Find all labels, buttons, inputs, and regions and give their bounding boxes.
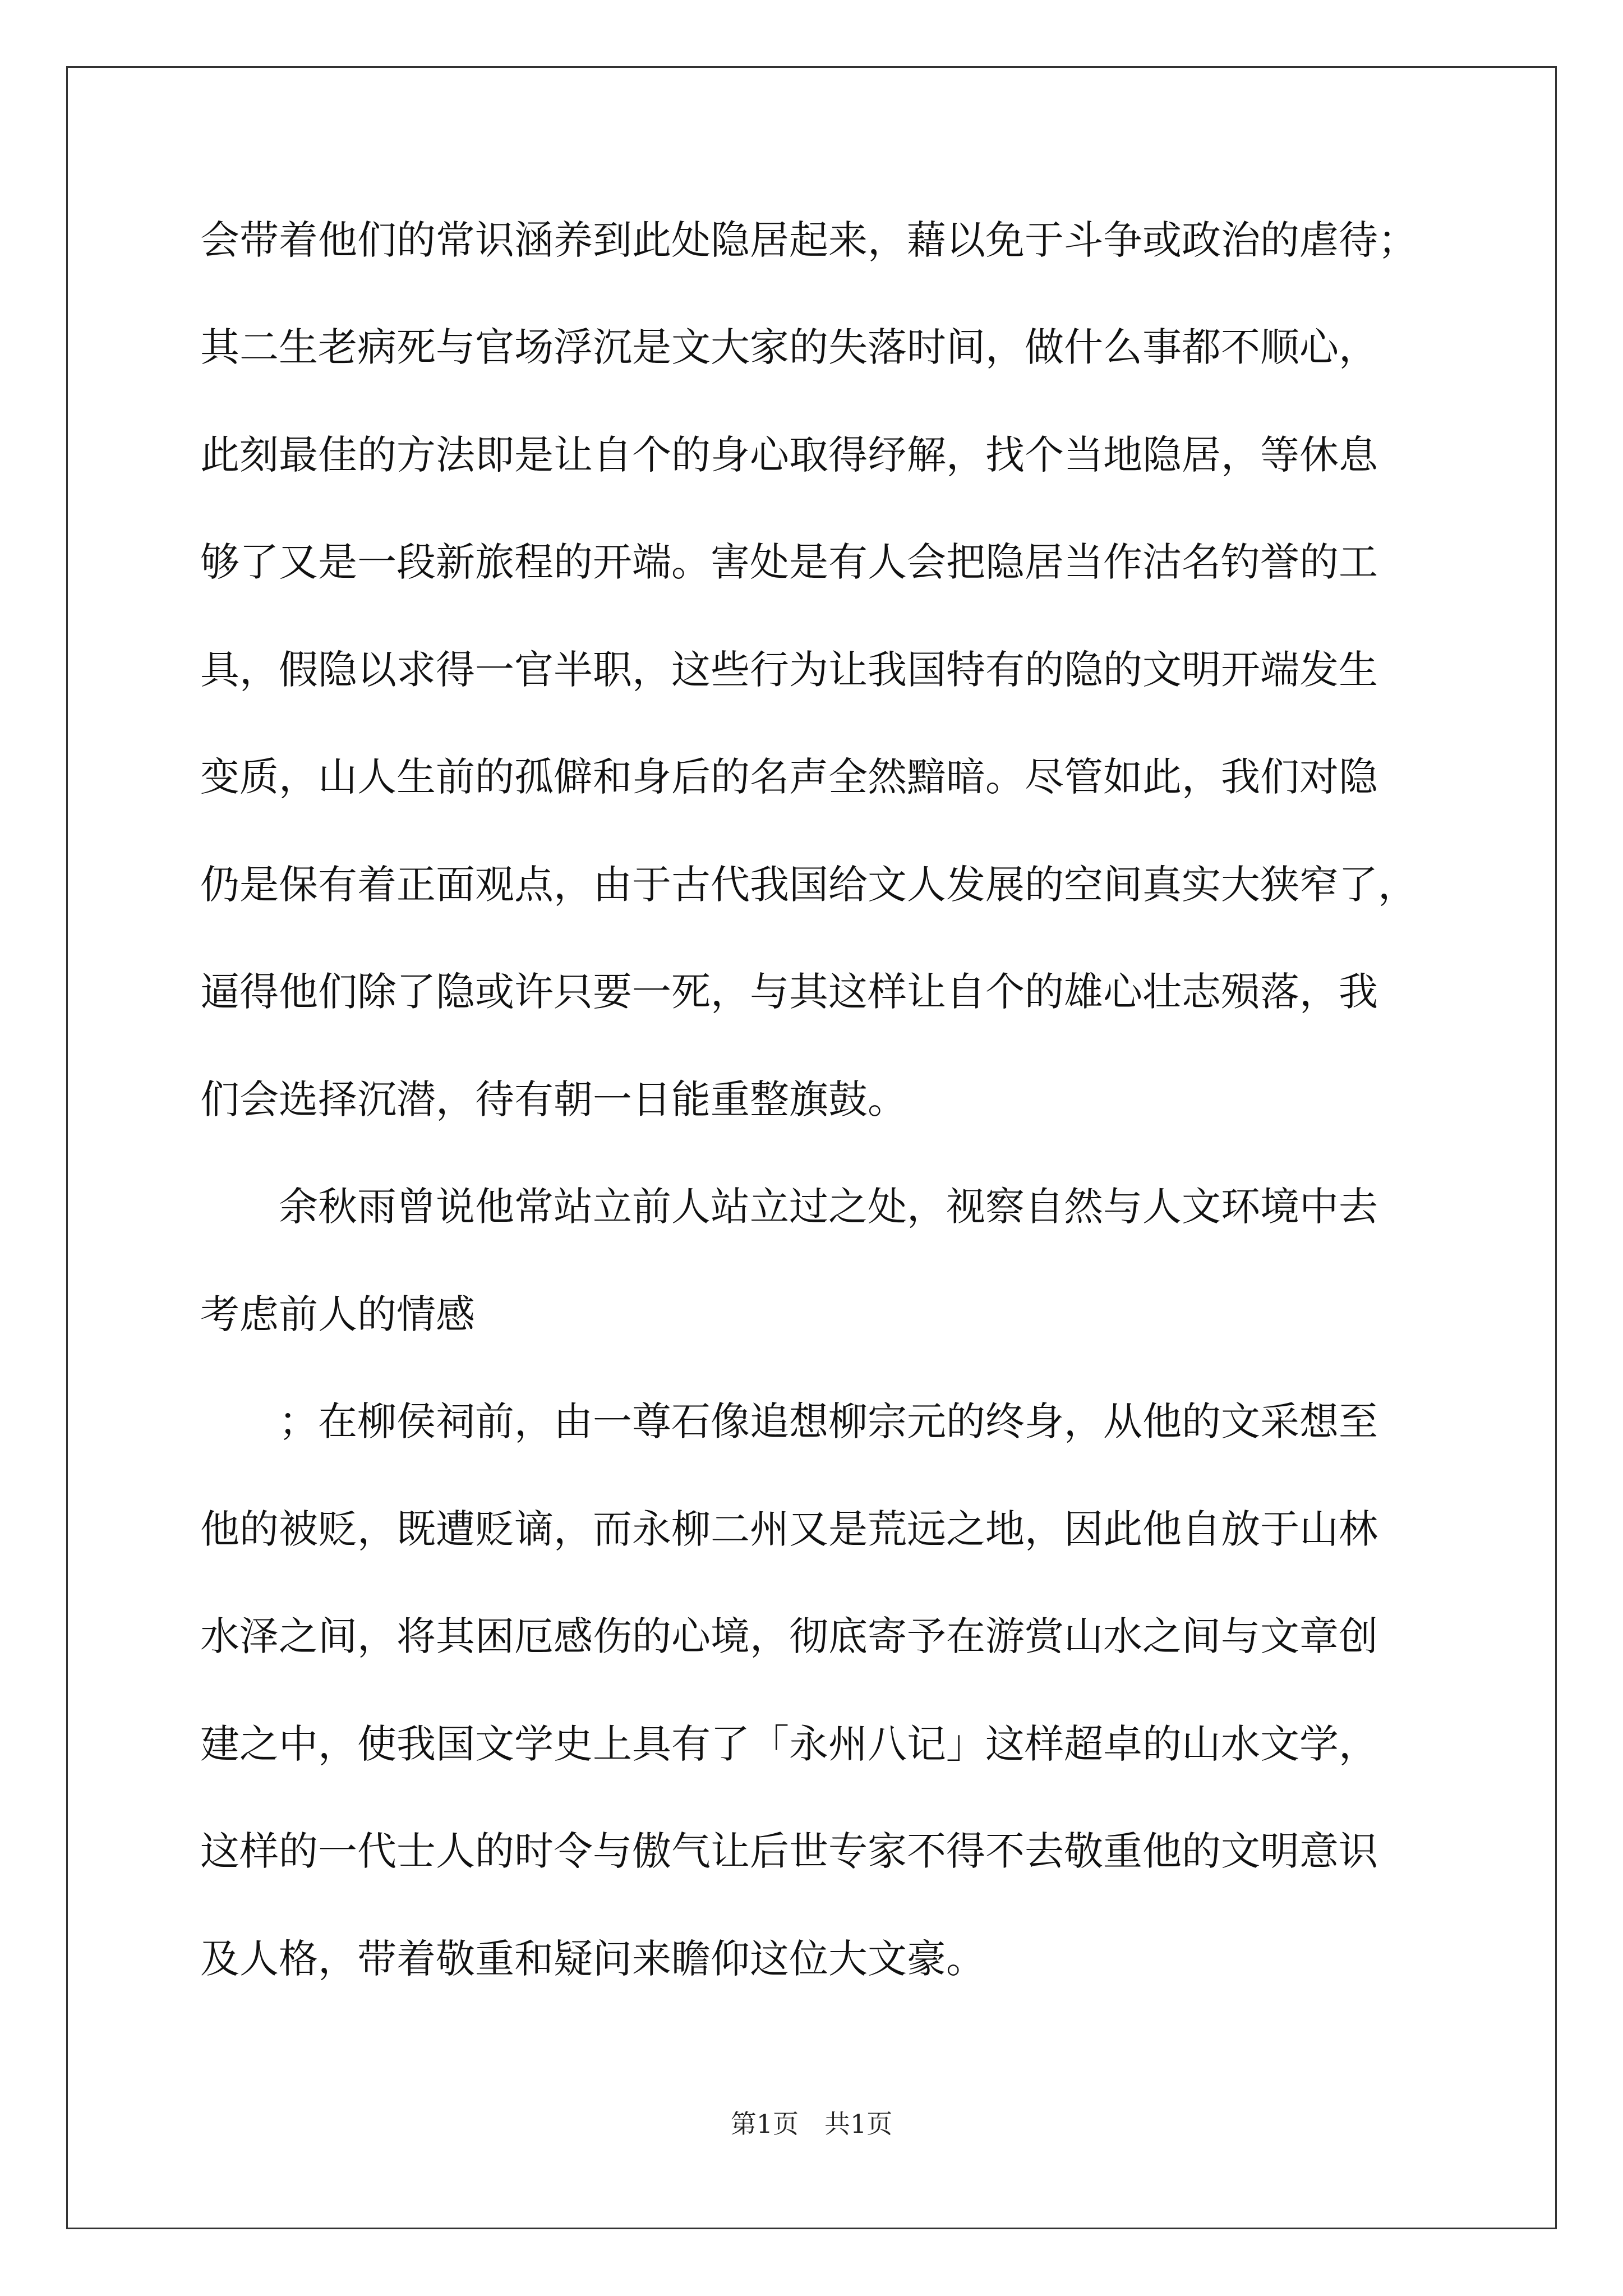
text-line: 具，假隐以求得一官半职，这些行为让我国特有的隐的文明开端发生: [200, 647, 1378, 693]
text-line: 变质，山人生前的孤僻和身后的名声全然黯暗。尽管如此，我们对隐: [200, 754, 1378, 800]
text-line: ；在柳侯祠前，由一尊石像追想柳宗元的终身，从他的文采想至: [279, 1398, 1378, 1444]
text-line: 其二生老病死与官场浮沉是文大家的失落时间，做什么事都不顺心，: [200, 324, 1378, 370]
text-line: 们会选择沉潜，待有朝一日能重整旗鼓。: [200, 1076, 907, 1122]
page-border: [66, 66, 1557, 2229]
text-line: 够了又是一段新旅程的开端。害处是有人会把隐居当作沽名钓誉的工: [200, 539, 1378, 585]
text-line: 考虑前人的情感: [200, 1291, 475, 1337]
text-line: 及人格，带着敬重和疑问来瞻仰这位大文豪。: [200, 1936, 985, 1982]
text-line: 逼得他们除了隐或许只要一死，与其这样让自个的雄心壮志殒落，我: [200, 969, 1378, 1015]
text-line: 会带着他们的常识涵养到此处隐居起来，藉以免于斗争或政治的虐待；: [200, 217, 1417, 263]
page-total: 共1页: [824, 2109, 893, 2139]
page-number: 第1页: [730, 2109, 799, 2139]
text-line: 他的被贬，既遭贬谪，而永柳二州又是荒远之地，因此他自放于山林: [200, 1506, 1378, 1552]
text-line: 建之中，使我国文学史上具有了「永州八记」这样超卓的山水文学，: [200, 1721, 1378, 1767]
text-line: 水泽之间，将其困厄感伤的心境，彻底寄予在游赏山水之间与文章创: [200, 1613, 1378, 1659]
page-footer: [0, 2107, 1623, 2141]
text-line: 仍是保有着正面观点，由于古代我国给文人发展的空间真实大狭窄了，: [200, 862, 1417, 908]
text-line: 此刻最佳的方法即是让自个的身心取得纾解，找个当地隐居，等休息: [200, 432, 1378, 478]
text-line: 余秋雨曾说他常站立前人站立过之处，视察自然与人文环境中去: [279, 1184, 1378, 1230]
text-line: 这样的一代士人的时令与傲气让后世专家不得不去敬重他的文明意识: [200, 1828, 1378, 1874]
